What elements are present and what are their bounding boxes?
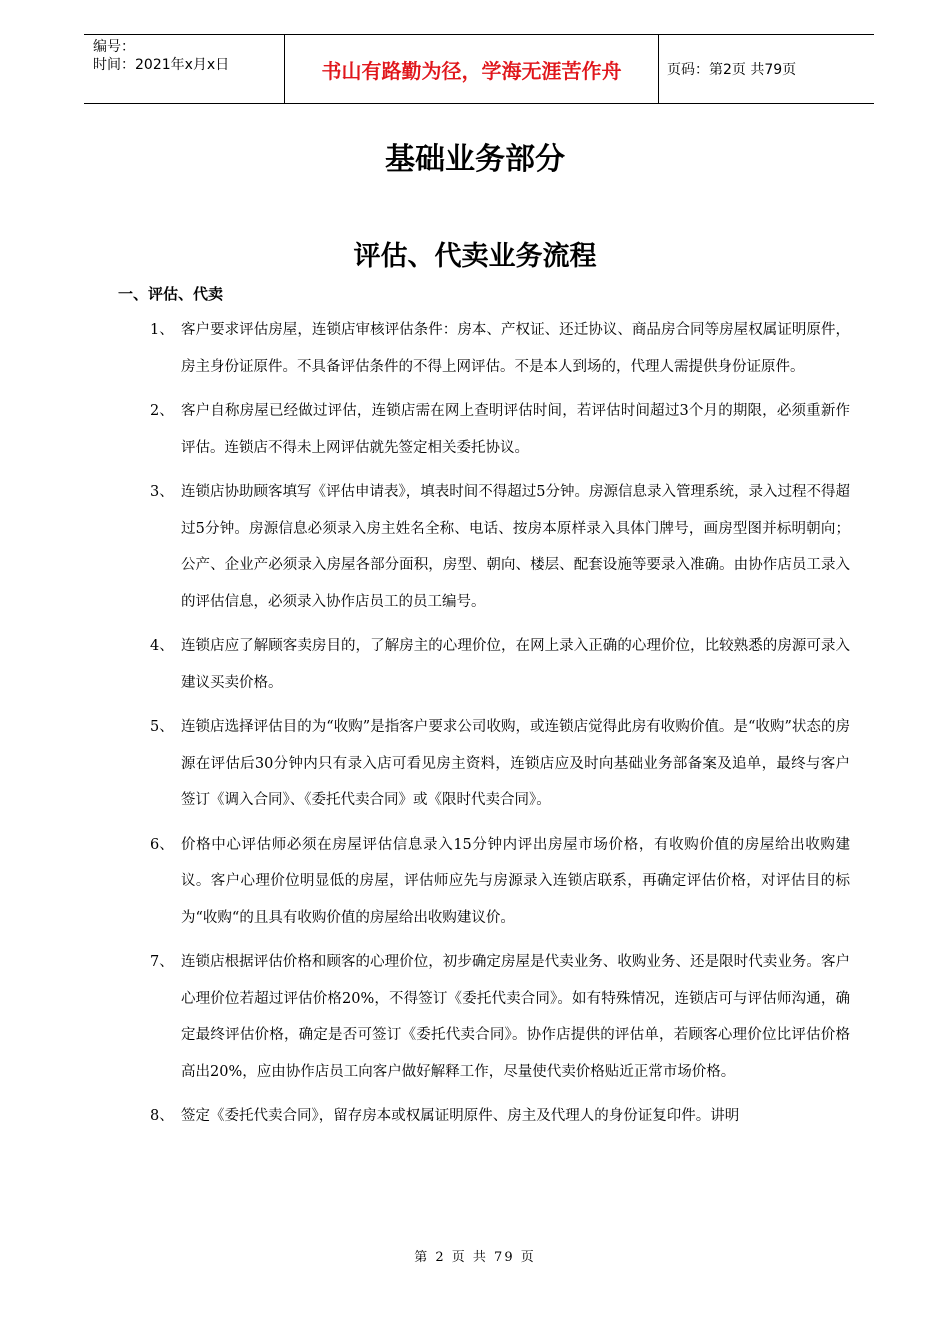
item-text: 客户要求评估房屋，连锁店审核评估条件：房本、产权证、还迁协议、商品房合同等房屋权属证明原件，房主身份证原件。不具备评估条件的不得上网评估。不是本人到场的，代理人需提供身份证原件。	[181, 322, 850, 375]
list-item	[150, 312, 850, 385]
item-text: 连锁店选择评估目的为“收购”是指客户要求公司收购，或连锁店觉得此房有收购价值。是“收购”状态的房源在评估后30分钟内只有录入店可看见房主资料，连锁店应及时向基础业务部备案及追单，最终与客户签订《调入合同》、《委托代卖合同》或《限时代卖合同》。	[181, 719, 850, 808]
procedure-list	[150, 312, 850, 1143]
item-number: 3、	[150, 484, 174, 500]
header-meta	[84, 35, 285, 103]
item-number: 1、	[150, 322, 174, 338]
document-subtitle: 评估、代卖业务流程	[353, 241, 597, 272]
list-item	[150, 944, 850, 1090]
time-label: 时间：2021年x月x日	[93, 57, 230, 73]
item-text: 签定《委托代卖合同》，留存房本或权属证明原件、房主及代理人的身份证复印件。讲明	[181, 1108, 740, 1124]
item-number: 6、	[150, 836, 174, 853]
list-item	[150, 393, 850, 466]
document-title: 基础业务部分	[385, 142, 565, 177]
section-heading: 一、评估、代卖	[118, 285, 224, 303]
page-footer: 第 2 页 共 79 页	[414, 1250, 536, 1265]
item-number: 8、	[150, 1108, 174, 1124]
item-text: 连锁店协助顾客填写《评估申请表》，填表时间不得超过5分钟。房源信息录入管理系统，录入过程不得超过5分钟。房源信息必须录入房主姓名全称、电话、按房本原样录入具体门牌号，画房型图并标明朝向；公产、企业产必须录入房屋各部分面积，房型、朝向、楼层、配套设施等要录入准确。由协作店员工录入的评估信息，必须录入协作店员工的员工编号。	[181, 484, 850, 610]
list-item	[150, 474, 850, 620]
list-item	[150, 1098, 850, 1135]
item-number: 4、	[150, 638, 174, 654]
item-text: 连锁店根据评估价格和顾客的心理价位，初步确定房屋是代卖业务、收购业务、还是限时代卖业务。客户心理价位若超过评估价格20%，不得签订《委托代卖合同》。如有特殊情况，连锁店可与评估师沟通，确定最终评估价格，确定是否可签订《委托代卖合同》。协作店提供的评估单，若顾客心理价位比评估价格高出20%，应由协作店员工向客户做好解释工作，尽量使代卖价格贴近正常市场价格。	[181, 954, 850, 1080]
item-number: 2、	[150, 403, 174, 419]
number-label: 编号：	[93, 39, 135, 55]
item-number: 5、	[150, 719, 174, 735]
header-page-info: 页码：第2页 共79页	[667, 62, 797, 78]
item-number: 7、	[150, 954, 174, 970]
header-motto: 书山有路勤为径，学海无涯苦作舟	[285, 35, 659, 103]
item-text: 客户自称房屋已经做过评估，连锁店需在网上查明评估时间，若评估时间超过3个月的期限，必须重新作评估。连锁店不得未上网评估就先签定相关委托协议。	[181, 403, 850, 456]
page-header	[84, 34, 874, 104]
item-text: 连锁店应了解顾客卖房目的，了解房主的心理价位，在网上录入正确的心理价位，比较熟悉的房源可录入建议买卖价格。	[181, 638, 850, 691]
item-text: 价格中心评估师必须在房屋评估信息录入15分钟内评出房屋市场价格，有收购价值的房屋给出收购建议。客户心理价位明显低的房屋，评估师应先与房源录入连锁店联系，再确定评估价格，对评估目的标为“收购“的且具有收购价值的房屋给出收购建议价。	[181, 836, 850, 926]
list-item	[150, 628, 850, 701]
list-item	[150, 709, 850, 819]
list-item	[150, 827, 850, 937]
